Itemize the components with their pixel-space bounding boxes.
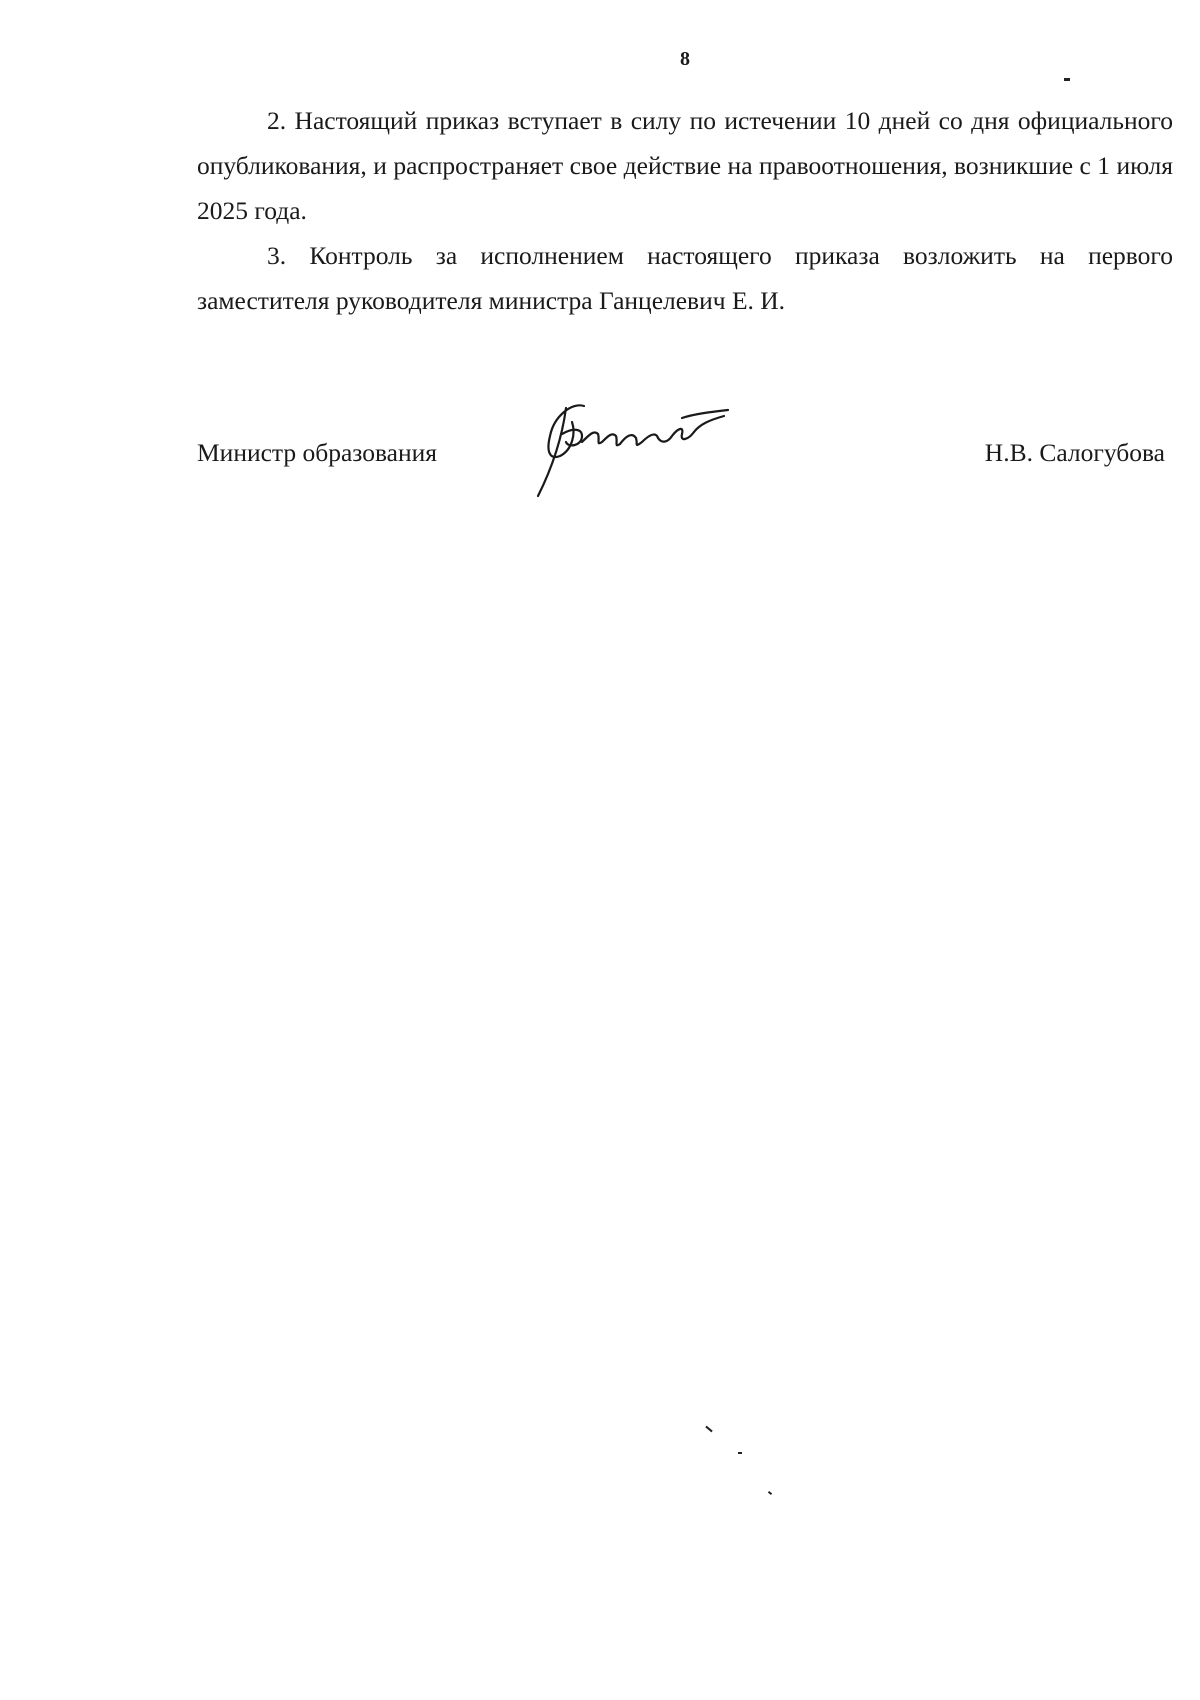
document-body bbox=[197, 98, 1173, 323]
scan-speck bbox=[738, 1452, 742, 1454]
paragraph-2: 2. Настоящий приказ вступает в силу по истечении 10 дней со дня официального опубликования, и распространяет свое действие на правоотношения, возникшие с 1 июля 2025 года. bbox=[197, 106, 1173, 225]
scan-speck bbox=[1064, 78, 1070, 81]
page-number: 8 bbox=[680, 48, 690, 70]
handwritten-signature bbox=[532, 398, 732, 498]
signatory-name: Н.В. Салогубова bbox=[984, 438, 1165, 467]
paragraph-3: 3. Контроль за исполнением настоящего приказа возложить на первого заместителя руководителя министра Ганцелевич Е. И. bbox=[197, 241, 1173, 315]
scan-speck bbox=[768, 1491, 772, 1495]
scan-speck bbox=[705, 1426, 712, 1433]
position-title: Министр образования bbox=[197, 438, 438, 467]
